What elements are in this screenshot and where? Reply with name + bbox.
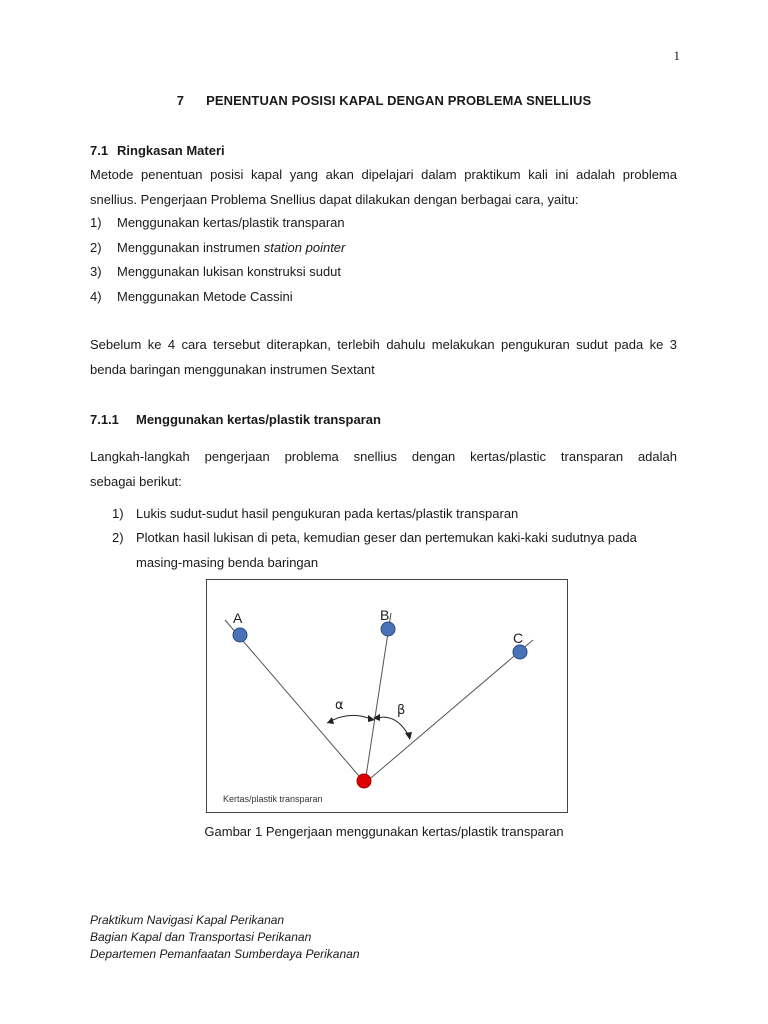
list-text: Menggunakan lukisan konstruksi sudut	[117, 264, 342, 279]
alpha-arrow-right	[368, 715, 375, 722]
method-item-1	[90, 211, 345, 236]
section-heading-7-1	[90, 143, 225, 158]
landmark-a	[233, 628, 247, 642]
label-alpha: α	[335, 698, 344, 713]
figure-caption: Gambar 1 Pengerjaan menggunakan kertas/plastik transparan	[204, 824, 564, 839]
list-text: Menggunakan kertas/plastik transparan	[117, 215, 345, 230]
list-number: 4)	[90, 289, 102, 304]
section-title: Ringkasan Materi	[117, 143, 225, 158]
landmark-b	[381, 622, 395, 636]
snellius-diagram	[207, 580, 567, 812]
list-text: Plotkan hasil lukisan di peta, kemudian geser dan pertemukan kaki-kaki sudutnya pada	[136, 530, 637, 545]
intro-paragraph	[90, 163, 677, 212]
section-number: 7.1.1	[90, 412, 119, 427]
line-a	[225, 620, 365, 783]
list-number: 3)	[90, 264, 102, 279]
landmark-c	[513, 645, 527, 659]
label-b: B	[380, 607, 390, 623]
line-b	[365, 613, 391, 783]
steps-line-1: Langkah-langkah pengerjaan problema snellius dengan kertas/plastic transparan adalah	[90, 449, 677, 464]
footer-line-3: Departemen Pemanfaatan Sumberdaya Perikanan	[90, 947, 360, 961]
step-item-2	[112, 526, 677, 575]
footer-line-1: Praktikum Navigasi Kapal Perikanan	[90, 913, 285, 927]
step-item-1	[112, 502, 677, 527]
intro-line-1: Metode penentuan posisi kapal yang akan dipelajari dalam praktikum kali ini adalah problema	[90, 167, 677, 182]
footer-line-2: Bagian Kapal dan Transportasi Perikanan	[90, 930, 312, 944]
list-number: 1)	[112, 506, 124, 521]
alpha-arc	[327, 715, 371, 723]
before-line-1: Sebelum ke 4 cara tersebut diterapkan, terlebih dahulu melakukan pengukuran sudut pada ke 3	[90, 337, 677, 352]
section-heading-7-1-1	[90, 412, 381, 427]
label-beta: β	[397, 703, 406, 718]
line-c	[365, 640, 533, 783]
chapter-number: 7	[176, 93, 185, 108]
chapter-title-text: PENENTUAN POSISI KAPAL DENGAN PROBLEMA SNELLIUS	[206, 93, 592, 108]
label-a: A	[233, 610, 243, 626]
alpha-arrow-left	[327, 717, 334, 724]
method-item-2	[90, 236, 345, 261]
list-text: Menggunakan Metode Cassini	[117, 289, 293, 304]
beta-arc	[377, 717, 410, 738]
chapter-title	[0, 93, 768, 108]
intro-line-2: snellius. Pengerjaan Problema Snellius dapat dilakukan dengan berbagai cara, yaitu:	[90, 191, 579, 207]
section-title: Menggunakan kertas/plastik transparan	[136, 412, 381, 427]
steps-paragraph	[90, 445, 677, 494]
list-text: Lukis sudut-sudut hasil pengukuran pada kertas/plastik transparan	[136, 506, 519, 521]
paper-label: Kertas/plastik transparan	[223, 794, 323, 804]
list-number: 2)	[112, 530, 124, 545]
figure-frame	[206, 579, 568, 813]
steps-line-2: sebagai berikut:	[90, 473, 182, 489]
page-number: 1	[673, 48, 680, 63]
before-line-2: benda baringan menggunakan instrumen Sextant	[90, 361, 375, 377]
list-number: 2)	[90, 240, 102, 255]
section-number: 7.1	[90, 143, 109, 158]
before-paragraph	[90, 333, 677, 382]
method-item-3	[90, 260, 341, 285]
method-item-4	[90, 285, 293, 310]
list-text: Menggunakan instrumen	[117, 240, 264, 255]
beta-arrow-right	[405, 732, 412, 740]
list-text-cont: masing-masing benda baringan	[136, 554, 319, 570]
ship-position	[357, 774, 371, 788]
label-c: C	[513, 630, 524, 646]
list-number: 1)	[90, 215, 102, 230]
list-text-italic: station pointer	[263, 240, 346, 255]
